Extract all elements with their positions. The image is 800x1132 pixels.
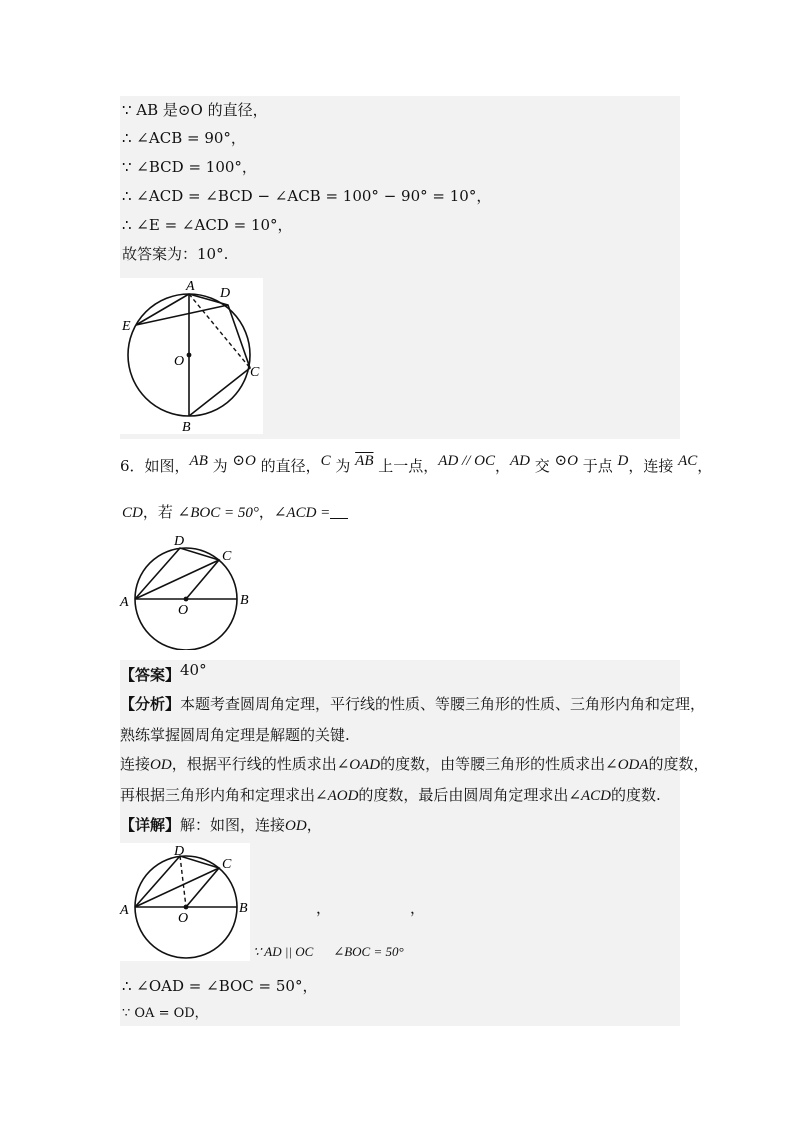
label-D: D (220, 286, 231, 301)
solution-line-1: ∵ AB 是⊙O 的直径， (122, 101, 268, 119)
math-angle-ODA: ∠ODA (605, 757, 649, 773)
analysis-line-2: 熟练掌握圆周角定理是解题的关键. (120, 726, 350, 744)
math-D: D (617, 453, 629, 469)
q6-text: ， (697, 457, 713, 475)
detail-text: ， (306, 816, 322, 834)
analysis-text: 的度数. (611, 786, 661, 804)
solution-line-4: ∴ ∠ACD = ∠BCD − ∠ACB = 100° − 90° = 10°， (122, 187, 492, 205)
label-A: A (186, 279, 195, 294)
label-C: C (222, 549, 232, 564)
label-A: A (120, 595, 129, 610)
label-O: O (174, 354, 185, 369)
math-OD: OD (285, 818, 307, 834)
label-O: O (178, 911, 189, 926)
math-circle-O: ⊙O (232, 453, 256, 469)
label-C: C (222, 857, 232, 872)
analysis-text-1: 本题考查圆周角定理，平行线的性质、等腰三角形的性质、三角形内角和定理， (180, 695, 706, 713)
detail-label: 【详解】 (120, 816, 181, 834)
math-OD: OD (150, 757, 172, 773)
figure-circle-question6 (118, 530, 268, 650)
analysis-line-3 (120, 754, 709, 775)
math-angle-OAD: ∠OAD (336, 757, 381, 773)
analysis-text: 的度数，最后由圆周角定理求出 (358, 786, 569, 804)
figure-circle-detail (118, 843, 250, 961)
q6-text: 上一点， (373, 457, 439, 475)
step-2: ∵ OA = OD， (122, 1006, 208, 1021)
label-B: B (182, 420, 191, 434)
math-angle-ACD: ∠ACD (568, 788, 612, 804)
detail-line (120, 815, 322, 836)
q6-text: 交 (529, 457, 555, 475)
q6-text: ， (494, 457, 510, 475)
question-6-line-2 (122, 502, 348, 523)
label-D: D (174, 534, 185, 549)
analysis-line-4 (120, 785, 661, 806)
math-CD: CD (122, 505, 143, 521)
analysis-text: 的度数， (648, 755, 709, 773)
label-B: B (239, 901, 248, 916)
label-A: A (120, 903, 129, 918)
analysis-text: 再根据三角形内角和定理求出 (120, 786, 316, 804)
figure-circle-abcde (120, 278, 263, 434)
q6-text: 为 (330, 457, 356, 475)
solution-line-5: ∴ ∠E = ∠ACD = 10°， (122, 216, 293, 234)
q6-text: 的直径， (255, 457, 321, 475)
q6-text: ，连接 (628, 457, 679, 475)
detail-text: 解：如图，连接 (180, 816, 286, 834)
label-E: E (122, 319, 131, 334)
label-D: D (174, 844, 185, 859)
analysis-text: 的度数，由等腰三角形的性质求出 (380, 755, 606, 773)
stray-comma-2: ， (410, 899, 426, 917)
q6-text: 为 (207, 457, 233, 475)
given-line (253, 942, 404, 963)
math-AD: AD (509, 453, 530, 469)
question-6-line-1 (120, 453, 713, 477)
math-arc-AB: $\overline{AB}$ (355, 453, 374, 469)
math-AB: AB (189, 453, 208, 469)
q6-text: ， (258, 503, 274, 521)
label-C: C (250, 365, 260, 380)
label-B: B (240, 593, 249, 608)
analysis-text: ，根据平行线的性质求出 (171, 755, 337, 773)
q6-text: 于点 (577, 457, 618, 475)
step-1: ∴ ∠OAD = ∠BOC = 50°， (122, 977, 318, 995)
answer-value: 40° (180, 661, 207, 679)
label-O: O (178, 603, 189, 618)
answer-label: 【答案】 (120, 666, 181, 684)
math-circle-O: ⊙O (554, 453, 578, 469)
math-AD-parallel-OC: AD // OC (438, 453, 495, 469)
question-number: 6．如图， (120, 457, 190, 475)
analysis-text: 连接 (120, 755, 151, 773)
answer-line (120, 661, 207, 685)
math-AC: AC (678, 453, 698, 469)
stray-comma-1: ， (316, 899, 332, 917)
solution-line-6: 故答案为：10°. (122, 245, 229, 263)
q6-text: ，若 (142, 503, 178, 521)
math-C: C (320, 453, 331, 469)
solution-line-3: ∵ ∠BCD = 100°， (122, 158, 257, 176)
math-angle-BOC: ∠BOC = 50° (177, 505, 259, 521)
math-AD-parallel-OC: ∵ AD || OC (253, 944, 314, 959)
answer-blank (330, 504, 348, 519)
math-angle-AOD: ∠AOD (315, 788, 359, 804)
analysis-line-1 (120, 694, 705, 714)
math-angle-ACD: ∠ACD = (273, 505, 331, 521)
analysis-label: 【分析】 (120, 695, 181, 713)
solution-line-2: ∴ ∠ACB = 90°， (122, 129, 246, 147)
math-angle-BOC: ∠BOC = 50° (333, 944, 404, 959)
